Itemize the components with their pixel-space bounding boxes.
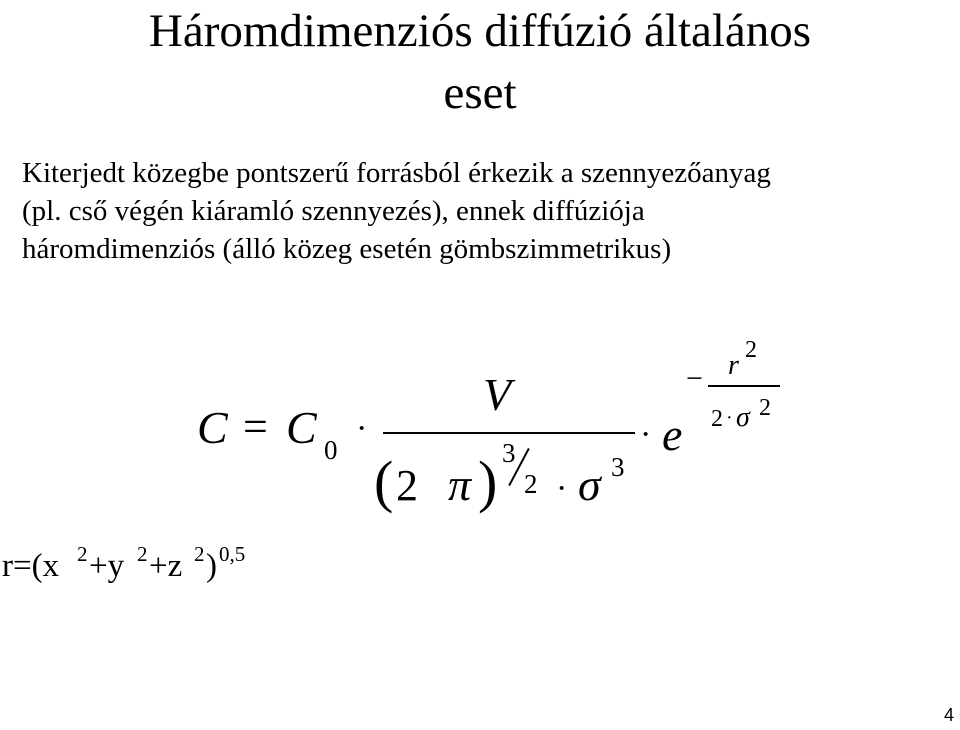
r-def-z-power: 2 (194, 542, 205, 566)
formula-den-two: 2 (396, 461, 418, 510)
formula-lhs-c: C (197, 402, 228, 453)
formula-exp-den-sigma: σ (736, 402, 750, 433)
formula-c0-subscript: 0 (324, 435, 338, 465)
formula-equals: = (243, 402, 268, 451)
formula-dot-2: · (640, 416, 652, 453)
formula-den-exp-numerator: 3 (502, 438, 516, 468)
r-def-y-power: 2 (137, 542, 148, 566)
r-def-plus-z: +z (149, 548, 183, 584)
body-paragraph (22, 154, 952, 268)
r-def-plus-y: +y (89, 548, 125, 584)
formula-den-sigma: σ (578, 459, 601, 510)
r-def-lhs: r=(x (2, 548, 60, 584)
formula-den-close-paren: ) (478, 449, 498, 514)
page-number: 4 (943, 705, 954, 725)
slide-title (0, 0, 960, 124)
formula-exp-base-e: e (662, 409, 683, 460)
formula-c0-base: C (286, 402, 317, 453)
formula-exp-fraction-bar (708, 385, 780, 387)
formula-den-exp-denominator: 2 (524, 469, 538, 499)
title-line-2: eset (443, 67, 517, 119)
formula-exp-minus: − (686, 362, 703, 395)
formula-den-sigma-exponent: 3 (611, 452, 625, 482)
r-def-x-power: 2 (77, 542, 88, 566)
formula-main-fraction-bar (383, 432, 635, 434)
body-line-2: (pl. cső végén kiáramló szennyezés), ennek diffúziója (22, 195, 645, 227)
r-def-outer-power: 0,5 (219, 542, 246, 566)
formula-exp-num-power: 2 (745, 337, 757, 363)
formula-den-dot: · (556, 470, 568, 507)
formula-exp-num-r: r (728, 350, 739, 381)
formula-exp-den-two: 2 (711, 406, 723, 432)
body-line-3: háromdimenziós (álló közeg esetén gömbszimmetrikus) (22, 233, 672, 265)
title-line-1: Háromdimenziós diffúzió általános (148, 5, 812, 57)
formula-exp-den-power: 2 (759, 395, 771, 421)
formula-numerator-v: V (483, 369, 512, 420)
body-line-1: Kiterjedt közegbe pontszerű forrásból érkezik a szennyezőanyag (22, 157, 771, 189)
formula-den-open-paren: ( (374, 449, 394, 514)
formula-exp-den-dot: · (726, 407, 733, 429)
formula-den-pi: π (448, 459, 472, 510)
formula-dot-1: · (356, 410, 368, 447)
r-def-close-paren: ) (206, 548, 217, 584)
